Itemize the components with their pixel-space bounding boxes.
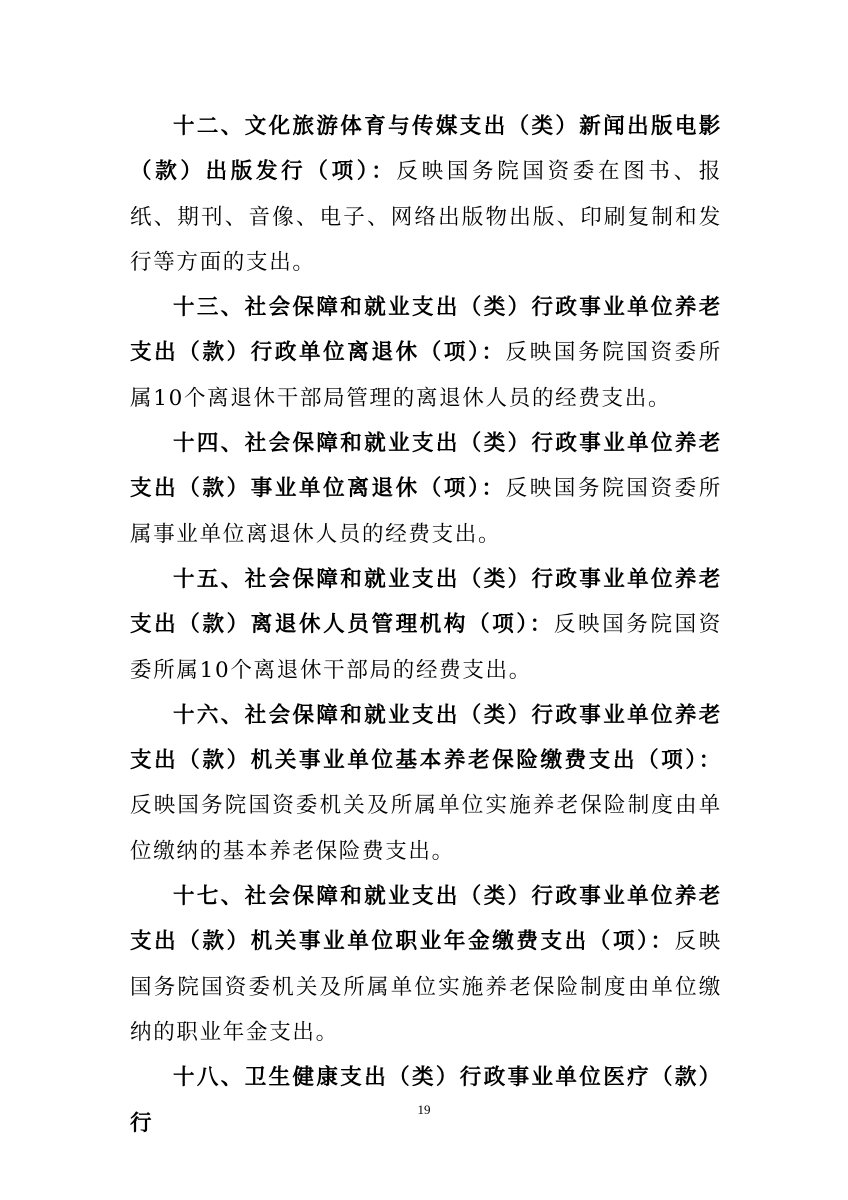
- paragraph-13-text: 反映国务院国资委所属10个离退休干部局管理的离退休人员的经费支出。: [130, 340, 722, 411]
- paragraph-12-text: 反映国务院国资委在图书、报纸、期刊、音像、电子、网络出版物出版、印刷复制和发行等方面的支出。: [130, 159, 722, 275]
- paragraph-15-heading: 十五、社会保障和就业支出（类）行政事业单位养老支出（款）离退休人员管理机构（项）：: [130, 566, 722, 638]
- paragraph-12: [130, 104, 722, 285]
- paragraph-13-heading: 十三、社会保障和就业支出（类）行政事业单位养老支出（款）行政单位离退休（项）：: [130, 295, 722, 366]
- page-number: 19: [417, 1102, 431, 1117]
- document-body: [130, 104, 722, 1146]
- paragraph-18: [130, 1055, 722, 1146]
- paragraph-17: [130, 874, 722, 1055]
- paragraph-17-text: 反映国务院国资委机关及所属单位实施养老保险制度由单位缴纳的职业年金支出。: [130, 929, 722, 1045]
- paragraph-16: [130, 693, 722, 874]
- paragraph-13: [130, 285, 722, 421]
- paragraph-14: [130, 421, 722, 557]
- paragraph-14-heading: 十四、社会保障和就业支出（类）行政事业单位养老支出（款）事业单位离退休（项）：: [130, 431, 722, 502]
- paragraph-18-heading: 十八、卫生健康支出（类）行政事业单位医疗（款）行: [130, 1065, 722, 1136]
- paragraph-16-heading: 十六、社会保障和就业支出（类）行政事业单位养老支出（款）机关事业单位基本养老保险缴费支出（项）：: [130, 702, 722, 774]
- paragraph-14-text: 反映国务院国资委所属事业单位离退休人员的经费支出。: [130, 476, 722, 547]
- paragraph-17-heading: 十七、社会保障和就业支出（类）行政事业单位养老支出（款）机关事业单位职业年金缴费支出（项）：: [130, 884, 722, 955]
- paragraph-15-text: 反映国务院国资委所属10个离退休干部局的经费支出。: [130, 612, 722, 683]
- paragraph-15: [130, 557, 722, 693]
- paragraph-16-text: 反映国务院国资委机关及所属单位实施养老保险制度由单位缴纳的基本养老保险费支出。: [130, 793, 722, 864]
- paragraph-12-heading: 十二、文化旅游体育与传媒支出（类）新闻出版电影（款）出版发行（项）：: [130, 114, 722, 185]
